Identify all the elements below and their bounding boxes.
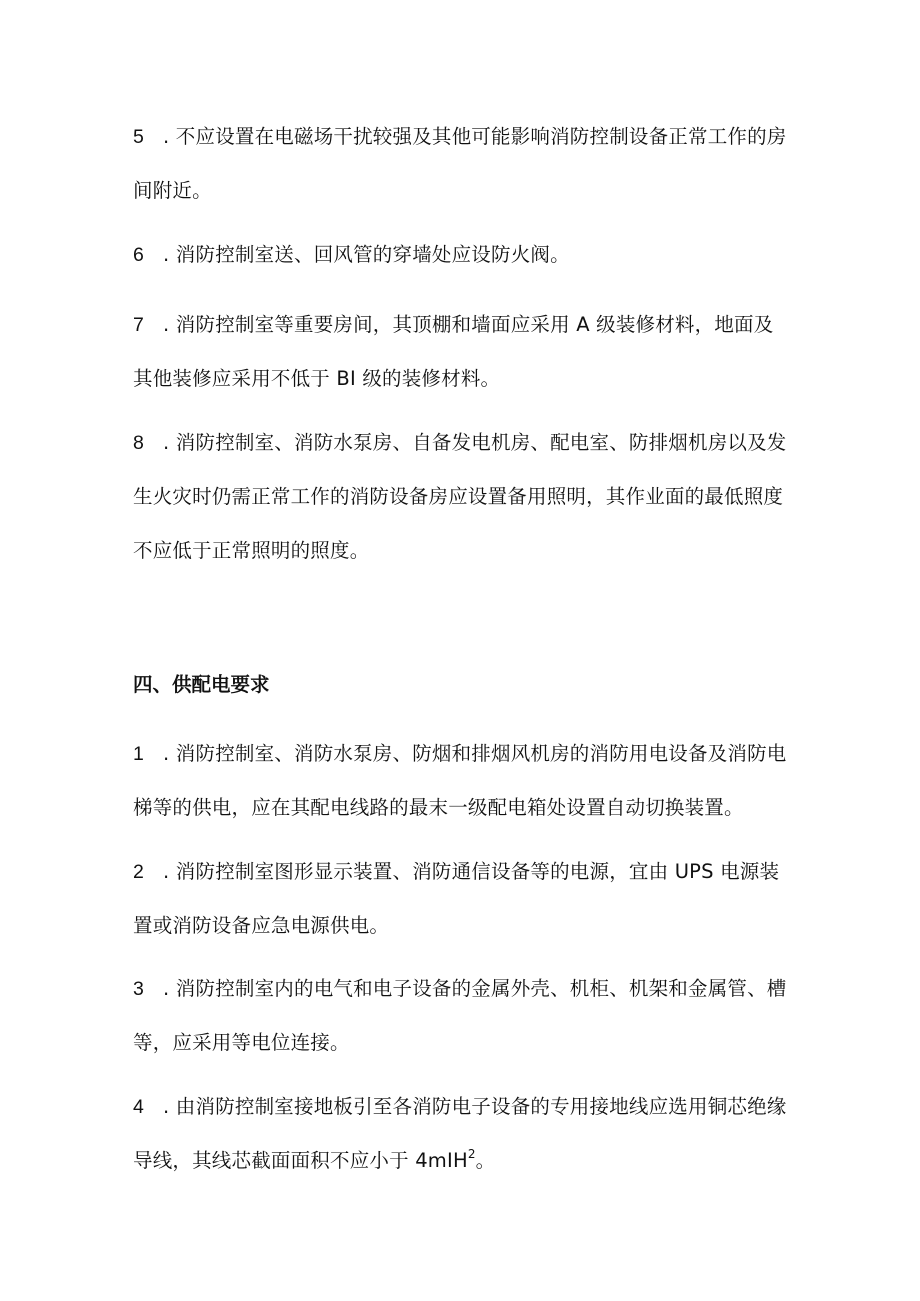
item-number: 1: [133, 743, 145, 765]
item-number: 8: [133, 432, 145, 454]
list-item-2: [133, 845, 793, 953]
list-item-8: [133, 416, 793, 578]
item-text: . 不应设置在电磁场干扰较强及其他可能影响消防控制设备正常工作的房间附近。: [133, 125, 787, 202]
item-text: . 消防控制室图形显示装置、消防通信设备等的电源，宜由 UPS 电源装置或消防设备应急电源供电。: [133, 860, 780, 937]
item-number: 3: [133, 978, 145, 1000]
item-text: . 消防控制室、消防水泵房、自备发电机房、配电室、防排烟机房以及发生火灾时仍需正常工作的消防设备房应设置备用照明，其作业面的最低照度不应低于正常照明的照度。: [133, 431, 787, 562]
superscript: 2: [467, 1147, 476, 1161]
list-item-5: [133, 110, 793, 218]
item-text: . 消防控制室等重要房间，其顶棚和墙面应采用 A 级装修材料，地面及其他装修应采用不低于 BI 级的装修材料。: [133, 313, 774, 390]
item-text: . 消防控制室送、回风管的穿墙处应设防火阀。: [163, 243, 570, 266]
list-item-1: [133, 727, 793, 835]
item-number: 2: [133, 861, 145, 883]
item-number: 4: [133, 1096, 145, 1118]
item-number: 5: [133, 126, 145, 148]
section-heading: 四、供配电要求: [133, 673, 270, 696]
list-item-3: [133, 962, 793, 1070]
item-text: . 消防控制室内的电气和电子设备的金属外壳、机柜、机架和金属管、槽等，应采用等电位连接。: [133, 977, 787, 1054]
item-number: 6: [133, 244, 145, 266]
item-number: 7: [133, 314, 145, 336]
list-item-7: [133, 298, 793, 406]
list-item-6: [133, 228, 793, 282]
item-text: . 消防控制室、消防水泵房、防烟和排烟风机房的消防用电设备及消防电梯等的供电，应在其配电线路的最末一级配电箱处设置自动切换装置。: [133, 742, 787, 819]
list-item-4: [133, 1080, 793, 1188]
item-text-tail: 。: [475, 1149, 496, 1172]
item-text: . 由消防控制室接地板引至各消防电子设备的专用接地线应选用铜芯绝缘导线，其线芯截面面积不应小于 4mIH: [133, 1095, 787, 1172]
